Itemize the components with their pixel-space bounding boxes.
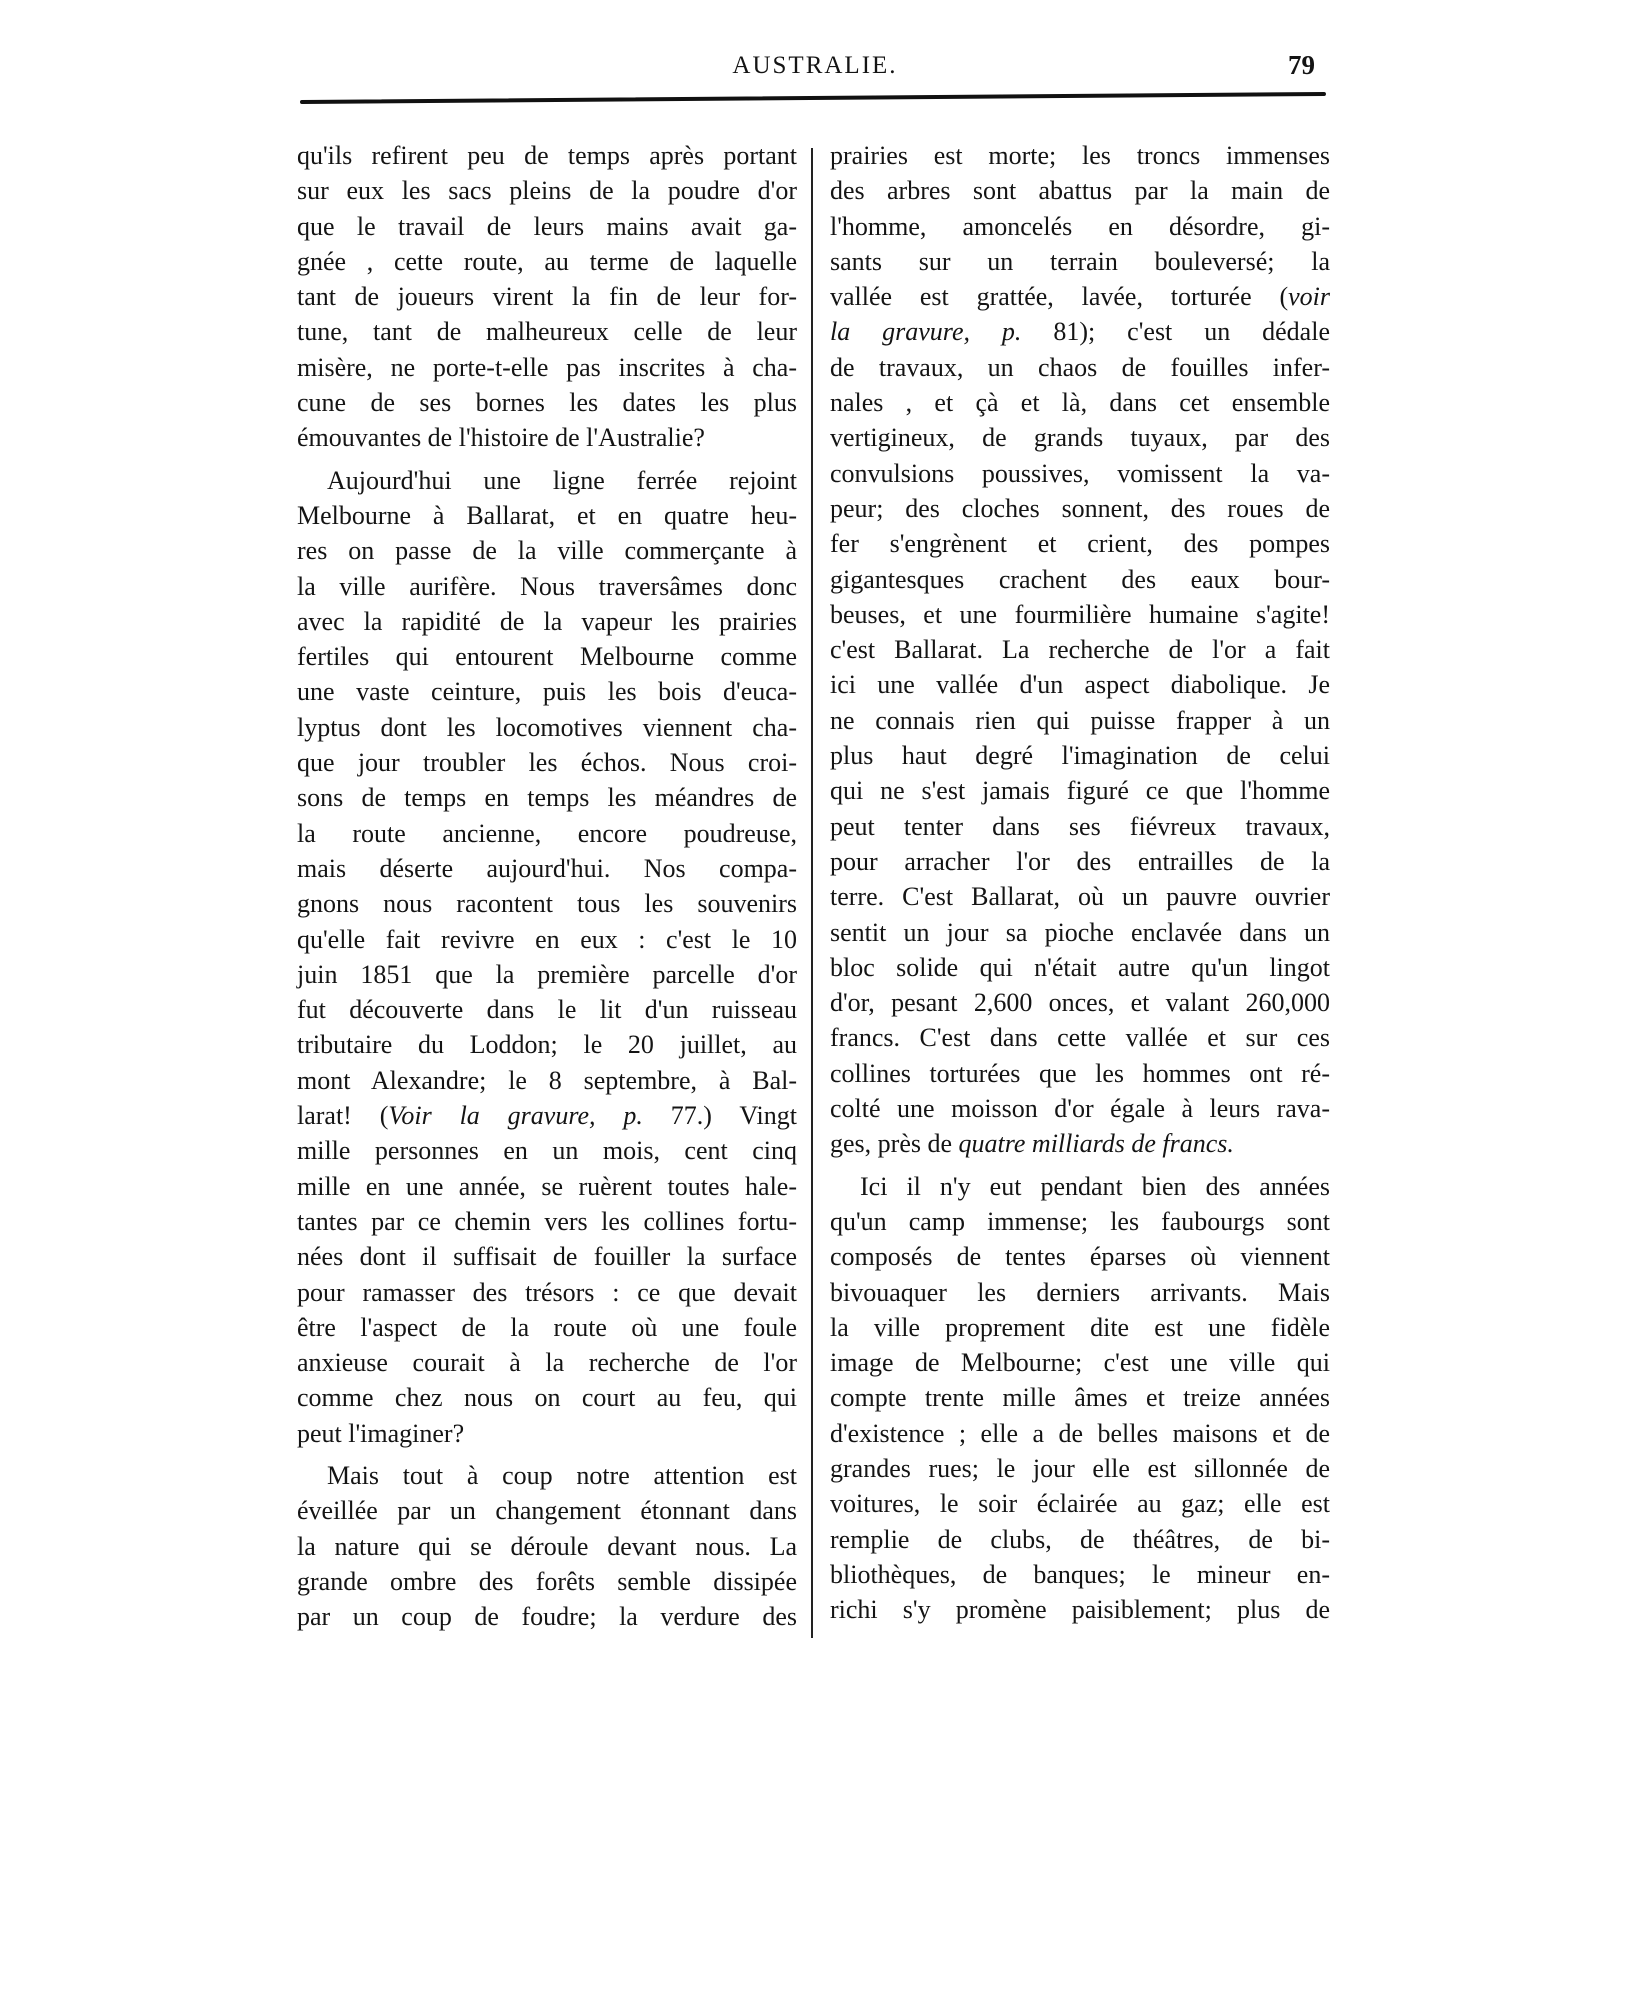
text-segment: vallée est grattée, lavée, torturée ( [830,282,1289,312]
text-line [297,244,797,279]
text-line [830,1522,1330,1557]
italic-text: Voir la gravure, p. [388,1101,643,1131]
text-line [830,314,1330,349]
text-segment: la route ancienne, encore poudreuse, [297,818,797,848]
text-segment: 77.) Vingt [642,1101,797,1131]
text-line [297,1493,797,1528]
text-segment: Mais tout à coup notre attention est [327,1460,797,1490]
text-line [830,1310,1330,1345]
italic-text: la gravure, p. [830,317,1022,347]
text-segment: terre. C'est Ballarat, où un pauvre ouvrier [830,882,1330,912]
text-line [830,703,1330,738]
text-segment: compte trente mille âmes et treize années [830,1383,1330,1413]
text-line [297,1416,797,1451]
paragraph [297,463,797,1451]
text-line [830,667,1330,702]
text-line [297,350,797,385]
text-segment: gnée , cette route, au terme de laquelle [297,246,797,276]
text-line [830,809,1330,844]
text-segment: plus haut degré l'imagination de celui [830,741,1330,771]
text-line [830,844,1330,879]
text-line [297,385,797,420]
text-segment: Melbourne à Ballarat, et en quatre heu- [297,500,797,530]
text-segment: tant de joueurs virent la fin de leur for- [297,282,797,312]
paragraph [830,1169,1330,1628]
text-line [830,244,1330,279]
text-segment: nées dont il suffisait de fouiller la surface [297,1242,797,1272]
text-segment: grandes rues; le jour elle est sillonnée de [830,1453,1330,1483]
text-line [830,173,1330,208]
text-segment: qu'elle fait revivre en eux : c'est le 10 [297,924,797,954]
text-line [297,780,797,815]
text-line [830,915,1330,950]
text-line [297,1275,797,1310]
text-segment: nales , et çà et là, dans cet ensemble [830,388,1330,418]
text-line [297,604,797,639]
text-line [297,1529,797,1564]
running-head [0,50,1630,90]
text-line [297,992,797,1027]
text-segment: composés de tentes éparses où viennent [830,1242,1330,1272]
text-segment: gnons nous racontent tous les souvenirs [297,889,797,919]
text-segment: Aujourd'hui une ligne ferrée rejoint [327,465,797,495]
text-line [830,1486,1330,1521]
left-column [297,138,797,1634]
text-segment: sons de temps en temps les méandres de [297,783,797,813]
text-line [830,597,1330,632]
text-segment: beuses, et une fourmilière humaine s'agite! [830,599,1330,629]
text-segment: l'homme, amoncelés en désordre, gi- [830,211,1330,241]
text-segment: mont Alexandre; le 8 septembre, à Bal- [297,1065,797,1095]
text-line [297,1204,797,1239]
text-line [297,1027,797,1062]
text-line [830,1204,1330,1239]
text-segment: peut l'imaginer? [297,1418,465,1448]
text-line [297,173,797,208]
text-line [297,279,797,314]
text-segment: la ville proprement dite est une fidèle [830,1312,1330,1342]
text-segment: sur eux les sacs pleins de la poudre d'or [297,176,797,206]
text-line [830,562,1330,597]
text-segment: res on passe de la ville commerçante à [297,536,797,566]
italic-text: voir [1288,282,1330,312]
text-segment: bloc solide qui n'était autre qu'un lingot [830,952,1330,982]
text-segment: francs. C'est dans cette vallée et sur ces [830,1023,1330,1053]
paragraph [830,138,1330,1162]
text-line [830,1091,1330,1126]
text-line [297,569,797,604]
text-line [830,1020,1330,1055]
text-line [297,1564,797,1599]
text-segment: misère, ne porte-t-elle pas inscrites à cha- [297,352,797,382]
text-segment: richi s'y promène paisiblement; plus de [830,1595,1330,1625]
text-line [830,1126,1330,1161]
text-line [830,526,1330,561]
text-line [830,1275,1330,1310]
text-segment: pour ramasser des trésors : ce que devait [297,1277,797,1307]
text-segment: la nature qui se déroule devant nous. La [297,1531,797,1561]
text-line [297,1063,797,1098]
text-segment: sants sur un terrain bouleversé; la [830,246,1330,276]
text-line [830,632,1330,667]
text-segment: par un coup de foudre; la verdure des [297,1602,797,1632]
text-line [830,1592,1330,1627]
text-line [297,745,797,780]
text-line [297,314,797,349]
text-line [297,674,797,709]
text-line [297,463,797,498]
text-segment: Ici il n'y eut pendant bien des années [860,1171,1330,1201]
text-segment: que jour troubler les échos. Nous croi- [297,748,797,778]
text-line [830,385,1330,420]
text-segment: être l'aspect de la route où une foule [297,1312,797,1342]
text-segment: que le travail de leurs mains avait ga- [297,211,797,241]
text-line [830,1056,1330,1091]
text-line [830,420,1330,455]
text-segment: peur; des cloches sonnent, des roues de [830,493,1330,523]
text-segment: colté une moisson d'or égale à leurs rava- [830,1094,1330,1124]
text-line [830,773,1330,808]
text-segment: tantes par ce chemin vers les collines fortu- [297,1206,797,1236]
text-line [297,922,797,957]
text-segment: mais déserte aujourd'hui. Nos compa- [297,853,797,883]
text-segment: qu'ils refirent peu de temps après portant [297,141,797,170]
paragraph [297,1458,797,1634]
text-line [297,1458,797,1493]
italic-text: quatre milliards de francs. [958,1129,1234,1159]
text-line [297,533,797,568]
text-line [830,738,1330,773]
text-segment: remplie de clubs, de théâtres, de bi- [830,1524,1330,1554]
text-line [297,710,797,745]
text-segment: image de Melbourne; c'est une ville qui [830,1348,1330,1378]
text-segment: bivouaquer les derniers arrivants. Mais [830,1277,1330,1307]
text-segment: cune de ses bornes les dates les plus [297,388,797,418]
column-divider [811,148,813,1638]
text-segment: qu'un camp immense; les faubourgs sont [830,1206,1330,1236]
text-line [297,886,797,921]
text-line [830,491,1330,526]
text-line [830,279,1330,314]
text-line [297,816,797,851]
text-segment: fut découverte dans le lit d'un ruisseau [297,995,797,1025]
text-segment: 81); c'est un dédale [1021,317,1330,347]
header-rule [300,92,1326,104]
text-segment: des arbres sont abattus par la main de [830,176,1330,206]
text-line [830,950,1330,985]
text-line [297,1098,797,1133]
text-line [297,1310,797,1345]
text-segment: de travaux, un chaos de fouilles infer- [830,352,1330,382]
text-segment: juin 1851 que la première parcelle d'or [297,959,797,989]
text-line [830,1345,1330,1380]
text-line [830,985,1330,1020]
text-line [297,1133,797,1168]
text-segment: mille personnes en un mois, cent cinq [297,1136,797,1166]
text-line [830,456,1330,491]
text-segment: fertiles qui entourent Melbourne comme [297,642,797,672]
text-segment: éveillée par un changement étonnant dans [297,1496,797,1526]
right-column [830,138,1330,1627]
text-segment: gigantesques crachent des eaux bour- [830,564,1330,594]
text-line [297,209,797,244]
text-line [297,639,797,674]
text-segment: voitures, le soir éclairée au gaz; elle est [830,1489,1330,1519]
text-line [297,1169,797,1204]
text-line [297,1239,797,1274]
text-line [830,350,1330,385]
text-segment: prairies est morte; les troncs immenses [830,141,1330,170]
text-line [830,1380,1330,1415]
text-line [297,498,797,533]
text-line [297,138,797,173]
text-line [830,138,1330,173]
text-segment: d'existence ; elle a de belles maisons et de [830,1418,1330,1448]
page-number: 79 [1288,50,1315,80]
text-segment: fer s'engrènent et crient, des pompes [830,529,1330,559]
text-segment: sentit un jour sa pioche enclavée dans un [830,917,1330,947]
text-segment: convulsions poussives, vomissent la va- [830,458,1330,488]
text-segment: avec la rapidité de la vapeur les prairies [297,606,797,636]
text-segment: anxieuse courait à la recherche de l'or [297,1348,797,1378]
text-segment: la ville aurifère. Nous traversâmes donc [297,571,797,601]
text-segment: d'or, pesant 2,600 onces, et valant 260,000 [830,988,1330,1018]
text-segment: collines torturées que les hommes ont ré- [830,1058,1330,1088]
text-line [830,1239,1330,1274]
text-line [830,1557,1330,1592]
text-line [297,1345,797,1380]
text-segment: émouvantes de l'histoire de l'Australie? [297,423,705,453]
text-line [830,879,1330,914]
text-segment: comme chez nous on court au feu, qui [297,1383,797,1413]
text-line [297,1599,797,1634]
text-segment: tributaire du Loddon; le 20 juillet, au [297,1030,797,1060]
text-line [830,1169,1330,1204]
text-line [297,420,797,455]
text-segment: mille en une année, se ruèrent toutes hale- [297,1171,797,1201]
text-segment: ici une vallée d'un aspect diabolique. Je [830,670,1330,700]
text-line [830,209,1330,244]
text-segment: bliothèques, de banques; le mineur en- [830,1559,1330,1589]
text-segment: peut tenter dans ses fiévreux travaux, [830,811,1330,841]
paragraph [297,138,797,456]
text-line [830,1416,1330,1451]
text-segment: tune, tant de malheureux celle de leur [297,317,797,347]
text-segment: pour arracher l'or des entrailles de la [830,846,1330,876]
text-segment: lyptus dont les locomotives viennent cha- [297,712,797,742]
text-segment: qui ne s'est jamais figuré ce que l'homme [830,776,1330,806]
text-segment: vertigineux, de grands tuyaux, par des [830,423,1330,453]
text-line [297,1380,797,1415]
text-segment: ne connais rien qui puisse frapper à un [830,705,1330,735]
running-head-title: AUSTRALIE. [732,52,898,79]
text-line [297,851,797,886]
text-segment: ges, près de [830,1129,959,1159]
text-segment: c'est Ballarat. La recherche de l'or a fait [830,635,1330,665]
text-line [297,957,797,992]
text-line [830,1451,1330,1486]
text-segment: larat! ( [297,1101,389,1131]
text-segment: une vaste ceinture, puis les bois d'euca- [297,677,797,707]
text-segment: grande ombre des forêts semble dissipée [297,1566,797,1596]
